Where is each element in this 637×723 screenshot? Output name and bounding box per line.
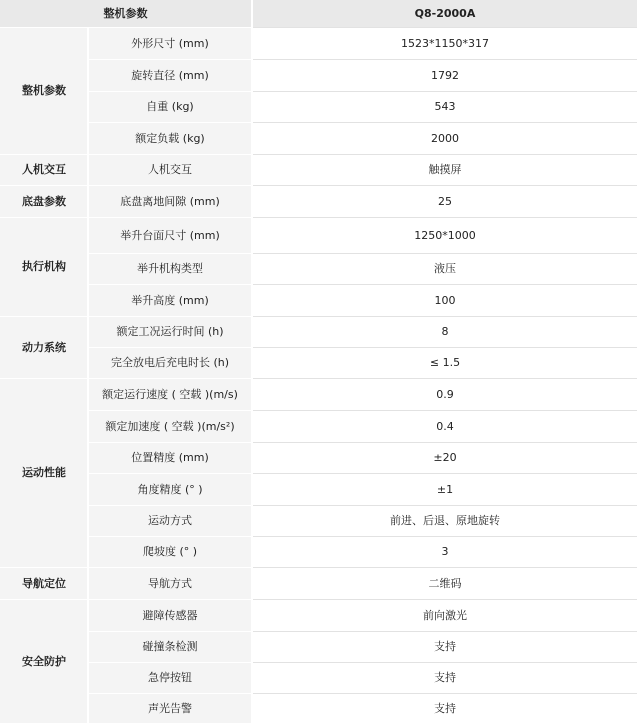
spec-row-label: 底盘离地间隙 (mm) bbox=[89, 186, 251, 217]
spec-row-value: 1792 bbox=[253, 60, 637, 91]
spec-row-value: 二维码 bbox=[253, 568, 637, 599]
row-divider bbox=[253, 662, 637, 663]
spec-row-label: 额定加速度 ( 空载 )(m/s²) bbox=[89, 411, 251, 442]
spec-row-value: 100 bbox=[253, 285, 637, 316]
spec-row-value: 触摸屏 bbox=[253, 155, 637, 185]
row-divider bbox=[253, 185, 637, 186]
spec-row-value: 0.9 bbox=[253, 379, 637, 410]
spec-row-value: 支持 bbox=[253, 694, 637, 723]
row-divider bbox=[253, 91, 637, 92]
spec-row-value: 0.4 bbox=[253, 411, 637, 442]
category-chassis: 底盘参数 bbox=[0, 186, 87, 217]
header-param-label: 整机参数 bbox=[0, 0, 251, 27]
spec-row-value: 支持 bbox=[253, 632, 637, 662]
spec-row-label: 人机交互 bbox=[89, 155, 251, 185]
spec-row-label: 举升高度 (mm) bbox=[89, 285, 251, 316]
row-divider bbox=[253, 536, 637, 537]
spec-row-value: ±20 bbox=[253, 443, 637, 473]
spec-row-label: 额定运行速度 ( 空载 )(m/s) bbox=[89, 379, 251, 410]
spec-row-label: 举升台面尺寸 (mm) bbox=[89, 218, 251, 253]
spec-row-value: ≤ 1.5 bbox=[253, 348, 637, 378]
spec-row-label: 额定负载 (kg) bbox=[89, 123, 251, 154]
row-divider bbox=[253, 631, 637, 632]
spec-row-label: 自重 (kg) bbox=[89, 92, 251, 122]
row-divider bbox=[253, 284, 637, 285]
spec-row-value: 前向激光 bbox=[253, 600, 637, 631]
row-divider bbox=[253, 473, 637, 474]
row-divider bbox=[253, 599, 637, 600]
category-general: 整机参数 bbox=[0, 28, 87, 154]
row-divider bbox=[253, 154, 637, 155]
spec-row-value: 前进、后退、原地旋转 bbox=[253, 506, 637, 536]
row-divider bbox=[253, 567, 637, 568]
spec-row-label: 举升机构类型 bbox=[89, 254, 251, 284]
spec-row-value: 543 bbox=[253, 92, 637, 122]
row-divider bbox=[253, 253, 637, 254]
spec-row-label: 声光告警 bbox=[89, 694, 251, 723]
row-divider bbox=[253, 347, 637, 348]
spec-row-value: 支持 bbox=[253, 663, 637, 693]
spec-row-label: 完全放电后充电时长 (h) bbox=[89, 348, 251, 378]
row-divider bbox=[253, 27, 637, 28]
spec-row-label: 运动方式 bbox=[89, 506, 251, 536]
spec-row-value: ±1 bbox=[253, 474, 637, 505]
spec-row-label: 额定工况运行时间 (h) bbox=[89, 317, 251, 347]
category-navigation: 导航定位 bbox=[0, 568, 87, 599]
row-divider bbox=[253, 59, 637, 60]
row-divider bbox=[253, 217, 637, 218]
category-hmi: 人机交互 bbox=[0, 155, 87, 185]
spec-row-label: 避障传感器 bbox=[89, 600, 251, 631]
row-divider bbox=[253, 505, 637, 506]
header-model: Q8-2000A bbox=[253, 0, 637, 27]
spec-row-value: 1250*1000 bbox=[253, 218, 637, 253]
spec-row-label: 旋转直径 (mm) bbox=[89, 60, 251, 91]
row-divider bbox=[253, 410, 637, 411]
spec-row-value: 2000 bbox=[253, 123, 637, 154]
row-divider bbox=[253, 122, 637, 123]
row-divider bbox=[253, 316, 637, 317]
spec-row-label: 导航方式 bbox=[89, 568, 251, 599]
spec-row-value: 25 bbox=[253, 186, 637, 217]
spec-row-value: 8 bbox=[253, 317, 637, 347]
spec-row-label: 角度精度 (° ) bbox=[89, 474, 251, 505]
category-actuator: 执行机构 bbox=[0, 218, 87, 316]
row-divider bbox=[253, 693, 637, 694]
spec-row-label: 外形尺寸 (mm) bbox=[89, 28, 251, 59]
spec-row-label: 位置精度 (mm) bbox=[89, 443, 251, 473]
category-safety: 安全防护 bbox=[0, 600, 87, 723]
spec-row-label: 碰撞条检测 bbox=[89, 632, 251, 662]
row-divider bbox=[253, 378, 637, 379]
spec-row-label: 爬坡度 (° ) bbox=[89, 537, 251, 567]
spec-row-value: 1523*1150*317 bbox=[253, 28, 637, 59]
category-power: 动力系统 bbox=[0, 317, 87, 378]
spec-row-value: 3 bbox=[253, 537, 637, 567]
spec-row-value: 液压 bbox=[253, 254, 637, 284]
row-divider bbox=[253, 442, 637, 443]
category-motion: 运动性能 bbox=[0, 379, 87, 567]
spec-row-label: 急停按钮 bbox=[89, 663, 251, 693]
